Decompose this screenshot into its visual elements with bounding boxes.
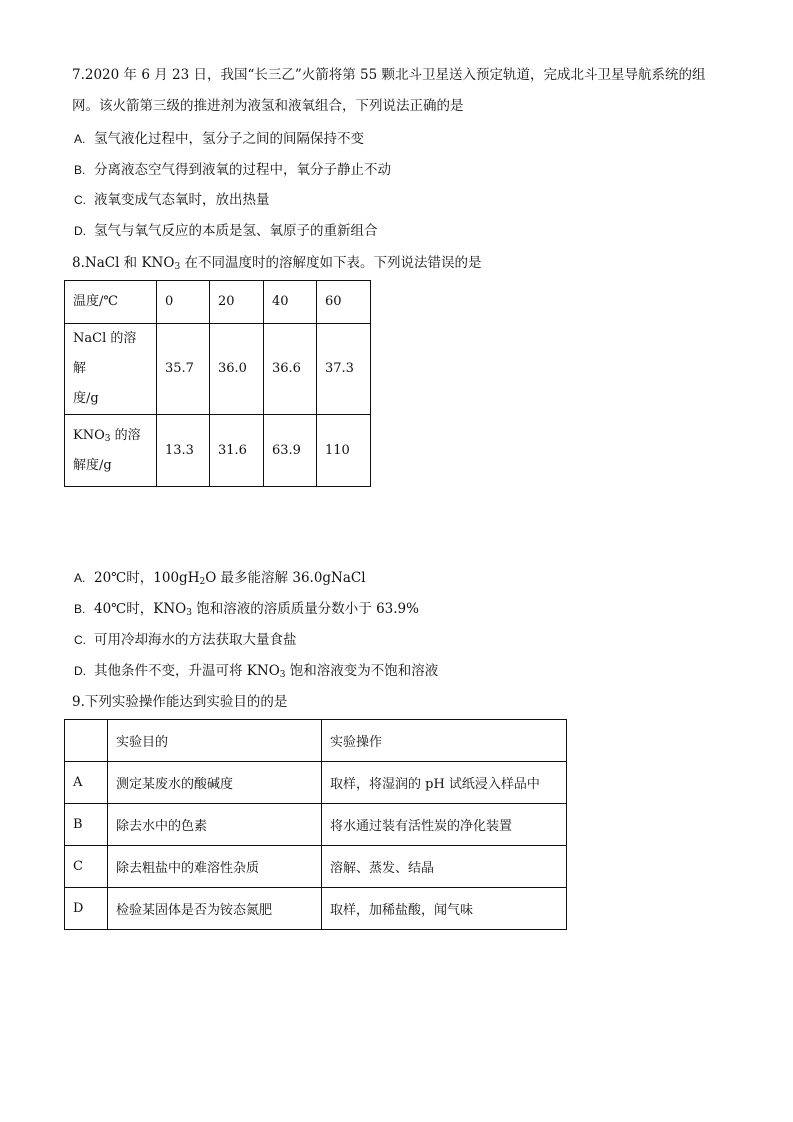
table-row-label — [65, 415, 157, 487]
kno3-label-sub: 3 — [104, 433, 111, 444]
q7-option-a-label: A. — [74, 132, 86, 146]
q8-option-b-sub: 3 — [186, 608, 192, 618]
table-cell: 将水通过装有活性炭的净化装置 — [322, 804, 567, 846]
q8-option-b — [74, 599, 419, 619]
nacl-label-line1: NaCl 的溶解 — [73, 331, 137, 376]
q7-option-a — [74, 129, 364, 149]
table-cell: A — [65, 762, 108, 804]
q8-stem-part1: 8.NaCl 和 KNO — [72, 255, 175, 271]
q7-option-a-text: 氢气液化过程中，氢分子之间的间隔保持不变 — [94, 131, 364, 147]
q8-option-a — [74, 568, 366, 588]
q8-option-d-label: D. — [74, 664, 86, 678]
table-header-cell: 20 — [210, 281, 264, 324]
table-cell: 溶解、蒸发、结晶 — [322, 846, 567, 888]
table-cell: 37.3 — [317, 324, 371, 415]
table-cell: 除去粗盐中的难溶性杂质 — [108, 846, 322, 888]
table-cell: 31.6 — [210, 415, 264, 487]
kno3-label-a: KNO — [73, 427, 105, 443]
solubility-table — [64, 280, 371, 487]
q7-option-b-label: B. — [74, 163, 86, 177]
q8-option-b-post: 饱和溶液的溶质质量分数小于 63.9% — [191, 601, 419, 617]
table-row — [65, 324, 371, 415]
table-cell: 除去水中的色素 — [108, 804, 322, 846]
table-cell: 检验某固体是否为铵态氮肥 — [108, 888, 322, 930]
kno3-label-line1 — [73, 421, 148, 451]
q8-option-d — [74, 661, 438, 681]
table-row — [65, 281, 371, 324]
q7-option-c-label: C. — [74, 193, 86, 207]
q8-option-a-label: A. — [74, 571, 86, 585]
q8-stem-part2: 在不同温度时的溶解度如下表。下列说法错误的是 — [180, 255, 482, 271]
q8-option-b-pre: 40℃时，KNO — [94, 601, 187, 617]
table-row — [65, 804, 567, 846]
table-header-cell: 40 — [264, 281, 317, 324]
table-header-cell: 实验目的 — [108, 720, 322, 762]
table-header-cell: 实验操作 — [322, 720, 567, 762]
table-cell: 63.9 — [264, 415, 317, 487]
q8-option-d-sub: 3 — [279, 670, 286, 680]
table-header-cell: 温度/℃ — [65, 281, 157, 324]
q7-option-d — [74, 221, 378, 241]
q7-option-d-label: D. — [74, 224, 86, 238]
experiment-table — [64, 719, 567, 930]
q8-option-d-pre: 其他条件不变，升温可将 KNO — [94, 663, 280, 679]
q8-option-c-text: 可用冷却海水的方法获取大量食盐 — [94, 632, 297, 648]
table-cell: 13.3 — [157, 415, 210, 487]
q8-option-a-post: O 最多能溶解 36.0gNaCl — [205, 570, 366, 586]
q8-option-d-post: 饱和溶液变为不饱和溶液 — [285, 663, 439, 679]
table-row — [65, 720, 567, 762]
table-cell: 36.0 — [210, 324, 264, 415]
table-cell: 取样，将湿润的 pH 试纸浸入样品中 — [322, 762, 567, 804]
q7-option-d-text: 氢气与氧气反应的本质是氢、氧原子的重新组合 — [94, 223, 378, 239]
table-cell: D — [65, 888, 108, 930]
q7-option-b-text: 分离液态空气得到液氧的过程中，氧分子静止不动 — [94, 162, 391, 178]
q8-stem — [72, 253, 481, 273]
table-header-cell: 0 — [157, 281, 210, 324]
table-row — [65, 846, 567, 888]
q7-stem-line2: 网。该火箭第三级的推进剂为液氢和液氧组合，下列说法正确的是 — [72, 98, 464, 114]
kno3-label-line2: 解度/g — [73, 457, 112, 473]
kno3-label-b: 的溶 — [110, 427, 141, 443]
table-cell: B — [65, 804, 108, 846]
q8-option-c — [74, 630, 297, 650]
q8-option-b-label: B. — [74, 602, 86, 616]
table-header-cell — [65, 720, 108, 762]
q8-option-c-label: C. — [74, 633, 86, 647]
table-cell: 35.7 — [157, 324, 210, 415]
table-row — [65, 888, 567, 930]
q8-option-a-pre: 20℃时，100gH — [94, 570, 200, 586]
table-cell: C — [65, 846, 108, 888]
q7-option-c — [74, 190, 270, 210]
q8-stem-sub: 3 — [174, 262, 181, 272]
table-header-cell: 60 — [317, 281, 371, 324]
table-row — [65, 415, 371, 487]
table-row-label — [65, 324, 157, 415]
table-row — [65, 762, 567, 804]
q7-option-c-text: 液氧变成气态氧时，放出热量 — [94, 192, 270, 208]
q9-stem: 9.下列实验操作能达到实验目的的是 — [72, 694, 288, 710]
table-cell: 取样，加稀盐酸，闻气味 — [322, 888, 567, 930]
table-cell: 36.6 — [264, 324, 317, 415]
q7-stem-line1: 7.2020 年 6 月 23 日，我国“长三乙”火箭将第 55 颗北斗卫星送入预定轨道，完成北斗卫星导航系统的组 — [72, 67, 706, 83]
table-cell: 110 — [317, 415, 371, 487]
q7-option-b — [74, 160, 391, 180]
q8-option-a-sub: 2 — [199, 577, 206, 587]
table-cell: 测定某废水的酸碱度 — [108, 762, 322, 804]
nacl-label-line2: 度/g — [73, 391, 99, 406]
